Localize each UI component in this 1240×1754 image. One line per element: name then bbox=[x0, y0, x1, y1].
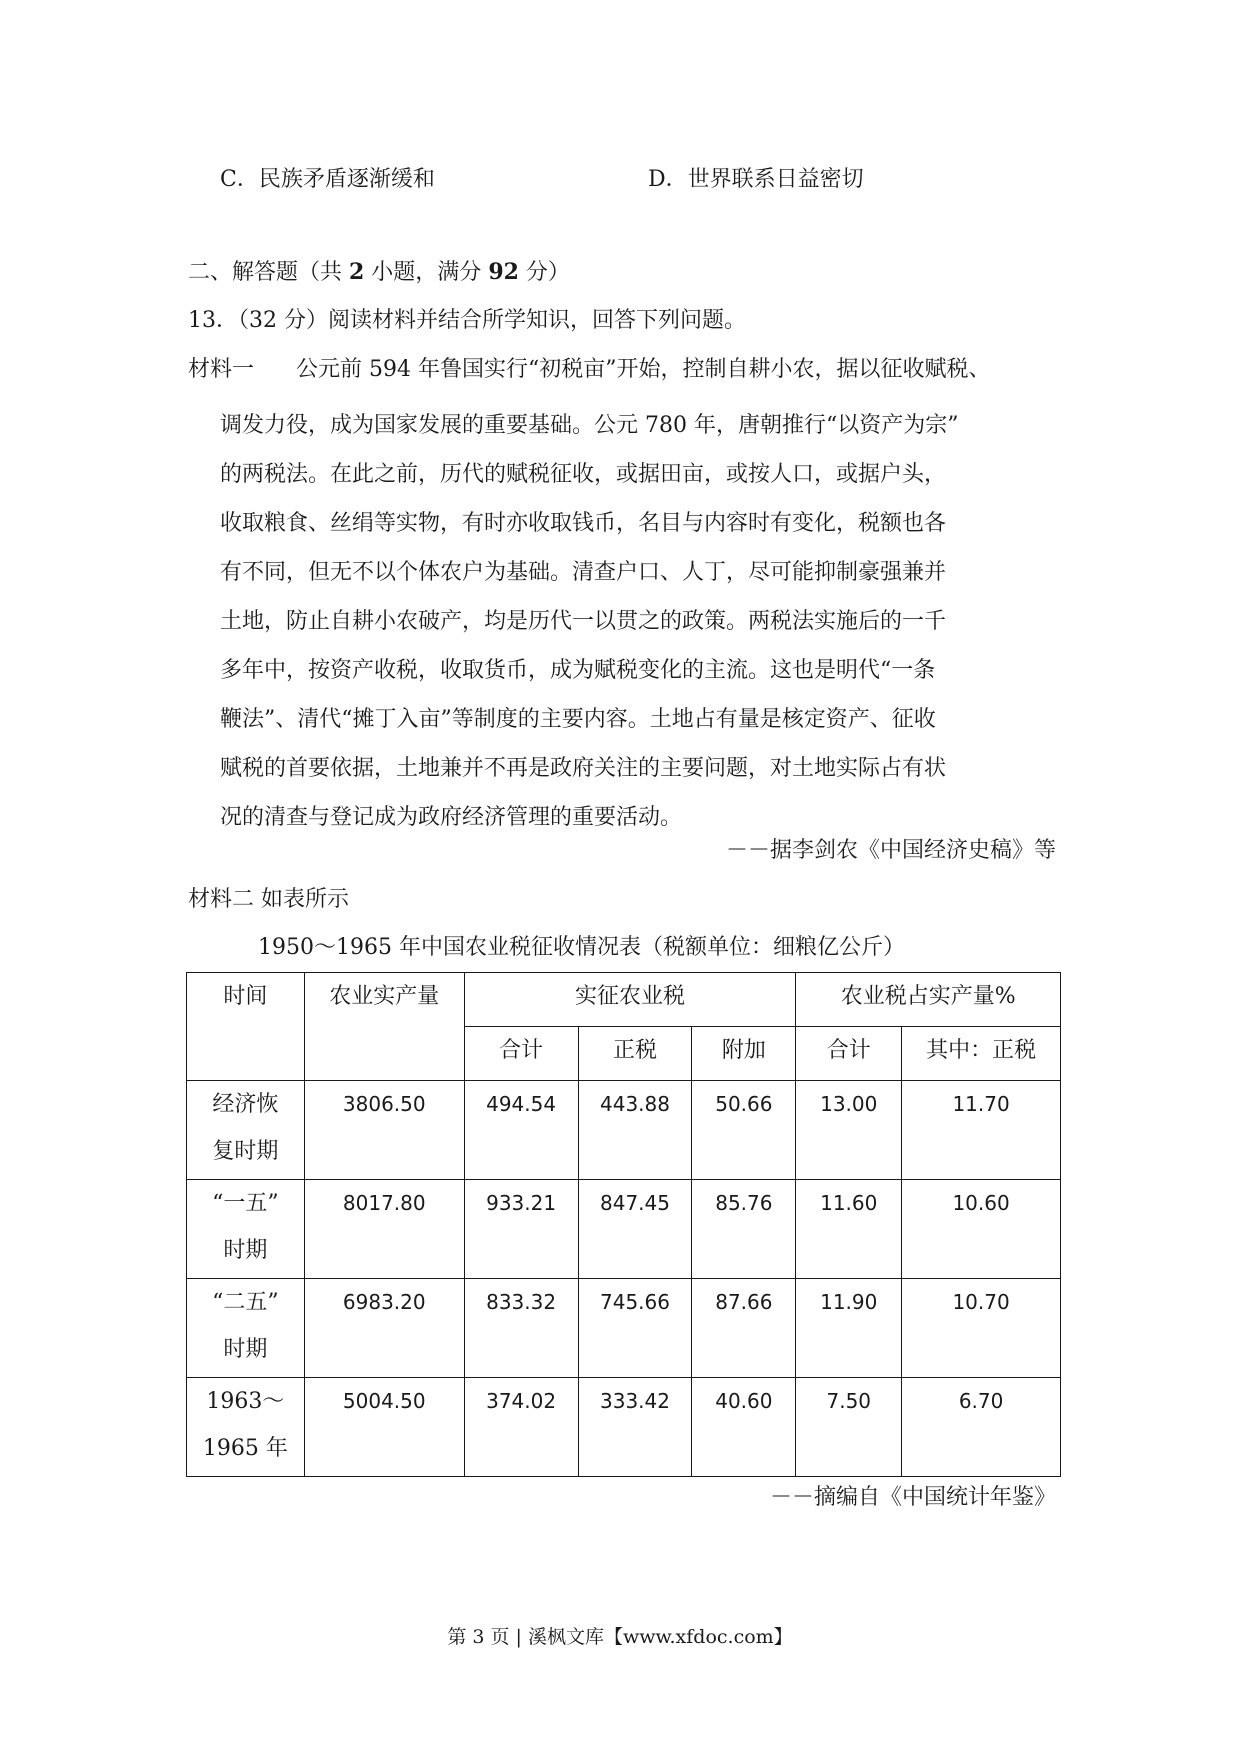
option-d: D．世界联系日益密切 bbox=[648, 167, 864, 192]
material1-line-6: 土地，防止自耕小农破产，均是历代一以贯之的政策。两税法实施后的一千 bbox=[220, 609, 947, 634]
cell-ratio-total: 11.90 bbox=[796, 1279, 902, 1378]
header-output: 农业实产量 bbox=[304, 973, 464, 1081]
header-levy: 实征农业税 bbox=[464, 973, 796, 1027]
cell-main: 847.45 bbox=[578, 1180, 692, 1279]
period-line-1: “一五” bbox=[212, 1191, 279, 1216]
row-period bbox=[187, 1378, 305, 1477]
cell-main: 745.66 bbox=[578, 1279, 692, 1378]
material1-line-9: 赋税的首要依据，土地兼并不再是政府关注的主要问题，对土地实际占有状 bbox=[220, 756, 947, 781]
material2-source: －－摘编自《中国统计年鉴》 bbox=[769, 1485, 1056, 1510]
table-row bbox=[187, 1279, 1061, 1378]
option-c: C．民族矛盾逐渐缓和 bbox=[220, 167, 435, 192]
material1-label: 材料一 bbox=[188, 357, 255, 382]
cell-ratio-total: 13.00 bbox=[796, 1081, 902, 1180]
table-caption: 1950～1965 年中国农业税征收情况表（税额单位：细粮亿公斤） bbox=[258, 935, 905, 960]
material1-source: －－据李剑农《中国经济史稿》等 bbox=[725, 838, 1056, 863]
section-heading bbox=[188, 255, 570, 286]
cell-ratio-total: 7.50 bbox=[796, 1378, 902, 1477]
header-ratio-total: 合计 bbox=[796, 1027, 902, 1081]
section-score: 92 bbox=[488, 259, 519, 285]
section-prefix: 二、解答题（共 bbox=[188, 260, 349, 285]
material1-line-2: 调发力役，成为国家发展的重要基础。公元 780 年，唐朝推行“以资产为宗” bbox=[220, 413, 959, 438]
row-period bbox=[187, 1180, 305, 1279]
cell-extra: 87.66 bbox=[692, 1279, 796, 1378]
cell-total: 933.21 bbox=[464, 1180, 578, 1279]
material1-line-10: 况的清查与登记成为政府经济管理的重要活动。 bbox=[220, 805, 683, 830]
cell-total: 494.54 bbox=[464, 1081, 578, 1180]
material2-label: 材料二 如表所示 bbox=[188, 887, 349, 912]
period-line-2: 时期 bbox=[223, 1238, 268, 1263]
header-ratio: 农业税占实产量% bbox=[796, 973, 1061, 1027]
header-ratio-main: 其中：正税 bbox=[902, 1027, 1061, 1081]
page-footer: 第 3 页 | 溪枫文库【www.xfdoc.com】 bbox=[447, 1626, 793, 1648]
cell-main: 333.42 bbox=[578, 1378, 692, 1477]
section-suffix: 分） bbox=[518, 260, 570, 285]
period-line-1: 经济恢 bbox=[212, 1092, 279, 1117]
header-levy-extra: 附加 bbox=[692, 1027, 796, 1081]
cell-total: 374.02 bbox=[464, 1378, 578, 1477]
cell-output: 5004.50 bbox=[304, 1378, 464, 1477]
header-levy-main: 正税 bbox=[578, 1027, 692, 1081]
section-middle: 小题，满分 bbox=[364, 260, 489, 285]
cell-output: 3806.50 bbox=[304, 1081, 464, 1180]
material1-line-3: 的两税法。在此之前，历代的赋税征收，或据田亩，或按人口，或据户头， bbox=[220, 462, 947, 487]
period-line-1: 1963～ bbox=[206, 1389, 285, 1414]
cell-ratio-main: 10.70 bbox=[902, 1279, 1061, 1378]
period-line-2: 1965 年 bbox=[202, 1436, 288, 1461]
cell-extra: 50.66 bbox=[692, 1081, 796, 1180]
material1-line-5: 有不同，但无不以个体农户为基础。清查户口、人丁，尽可能抑制豪强兼并 bbox=[220, 560, 947, 585]
material1-line-1: 公元前 594 年鲁国实行“初税亩”开始，控制自耕小农，据以征收赋税、 bbox=[296, 357, 991, 382]
material1-line-7: 多年中，按资产收税，收取货币，成为赋税变化的主流。这也是明代“一条 bbox=[220, 658, 936, 683]
period-line-2: 复时期 bbox=[212, 1139, 279, 1164]
header-time: 时间 bbox=[187, 973, 305, 1081]
section-count: 2 bbox=[349, 259, 365, 285]
material1-paragraph bbox=[220, 401, 1060, 842]
material1-line-8: 鞭法”、清代“摊丁入亩”等制度的主要内容。土地占有量是核定资产、征收 bbox=[220, 707, 936, 732]
cell-extra: 85.76 bbox=[692, 1180, 796, 1279]
cell-ratio-main: 6.70 bbox=[902, 1378, 1061, 1477]
table-header-row-1 bbox=[187, 973, 1061, 1027]
cell-main: 443.88 bbox=[578, 1081, 692, 1180]
table-row bbox=[187, 1081, 1061, 1180]
cell-output: 6983.20 bbox=[304, 1279, 464, 1378]
cell-output: 8017.80 bbox=[304, 1180, 464, 1279]
tax-table bbox=[186, 972, 1061, 1477]
material1-line-4: 收取粮食、丝绢等实物，有时亦收取钱币，名目与内容时有变化，税额也各 bbox=[220, 511, 947, 536]
question-13: 13．（32 分）阅读材料并结合所学知识，回答下列问题。 bbox=[188, 308, 746, 333]
cell-extra: 40.60 bbox=[692, 1378, 796, 1477]
row-period bbox=[187, 1279, 305, 1378]
header-levy-total: 合计 bbox=[464, 1027, 578, 1081]
period-line-2: 时期 bbox=[223, 1337, 268, 1362]
cell-ratio-main: 10.60 bbox=[902, 1180, 1061, 1279]
table-row bbox=[187, 1180, 1061, 1279]
cell-ratio-main: 11.70 bbox=[902, 1081, 1061, 1180]
cell-total: 833.32 bbox=[464, 1279, 578, 1378]
row-period bbox=[187, 1081, 305, 1180]
cell-ratio-total: 11.60 bbox=[796, 1180, 902, 1279]
period-line-1: “二五” bbox=[212, 1290, 279, 1315]
table-row bbox=[187, 1378, 1061, 1477]
